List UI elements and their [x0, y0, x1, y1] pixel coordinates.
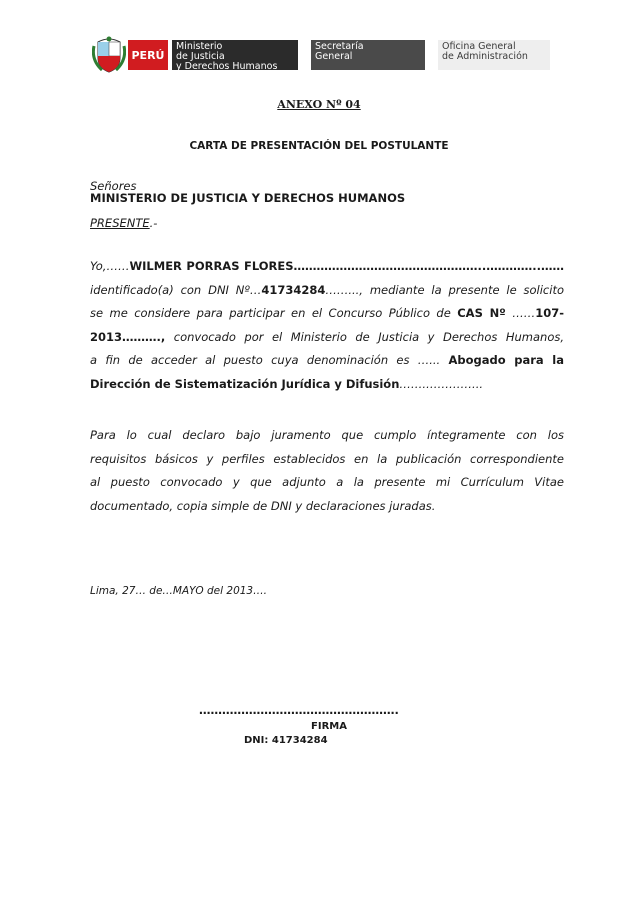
oficina-line1: Oficina General — [442, 41, 516, 52]
applicant-name: WILMER PORRAS FLORES…………………………………………..…………..…… — [129, 259, 564, 273]
p1-text: Yo,…… — [90, 259, 130, 273]
secretaria-line1: Secretaría — [315, 41, 364, 52]
secretaria-line2: General — [315, 51, 353, 62]
p1-line4 — [90, 326, 564, 350]
p1-line1 — [90, 255, 564, 279]
signature-label: FIRMA — [311, 721, 347, 732]
presente-suffix: .- — [149, 216, 158, 230]
p1-text: identificado(a) con DNI Nº… — [90, 282, 262, 297]
p2-line1: Para lo cual declaro bajo juramento que cumplo íntegramente con los — [90, 428, 564, 442]
cas-year: 2013………., — [90, 329, 166, 344]
document-title: CARTA DE PRESENTACIÓN DEL POSTULANTE — [189, 140, 449, 152]
application-paragraph — [90, 255, 564, 396]
p1-text: …….…………... — [399, 376, 484, 391]
p1-text: convocado por el Ministerio de Justicia y Derechos Humanos, — [165, 329, 564, 344]
p1-line2 — [90, 279, 564, 303]
peru-label: PERÚ — [128, 40, 168, 70]
secretaria-block — [311, 40, 425, 70]
p1-line3 — [90, 302, 564, 326]
p2-line3: al puesto convocado y que adjunto a la presente mi Currículum Vitae — [90, 475, 564, 489]
applicant-dni: 41734284 — [261, 282, 326, 297]
annex-heading: ANEXO Nº 04 — [277, 98, 361, 111]
signer-dni: DNI: 41734284 — [244, 735, 328, 746]
oficina-block — [438, 40, 550, 70]
salutation: Señores — [90, 179, 137, 193]
p1-line6 — [90, 373, 564, 397]
ministerio-line3: y Derechos Humanos — [176, 61, 278, 72]
peru-coat-of-arms-icon — [92, 36, 126, 74]
cas-label: CAS Nº — [457, 306, 506, 320]
p1-line5 — [90, 349, 564, 373]
declaration-paragraph — [90, 424, 564, 518]
letterhead — [92, 34, 550, 76]
p2-line2: requisitos básicos y perfiles establecidos en la publicación correspondiente — [90, 451, 564, 466]
p2-line4: documentado, copia simple de DNI y declaraciones juradas. — [90, 498, 436, 513]
position-directorate: Dirección de Sistematización Jurídica y Difusión — [90, 376, 400, 391]
signature-line: ……………………………………………. — [199, 703, 399, 717]
presente-word: PRESENTE — [90, 216, 150, 230]
p1-text: ……..., mediante la presente le solicito — [325, 282, 564, 297]
oficina-line2: de Administración — [442, 51, 528, 62]
addressee: MINISTERIO DE JUSTICIA Y DERECHOS HUMANOS — [90, 191, 406, 205]
ministerio-block — [172, 40, 298, 70]
presente-line — [90, 216, 157, 230]
p1-text: a fin de acceder al puesto cuya denominación es …... — [90, 353, 449, 367]
cas-number: 107- — [535, 306, 564, 320]
p1-text: se me considere para participar en el Concurso Público de — [90, 306, 458, 320]
place-and-date: Lima, 27… de…MAYO del 2013…. — [90, 585, 267, 597]
position-name: Abogado para la — [448, 353, 564, 367]
ministerio-line2: de Justicia — [176, 51, 225, 62]
p1-text: …… — [505, 306, 536, 320]
ministerio-line1: Ministerio — [176, 41, 223, 52]
